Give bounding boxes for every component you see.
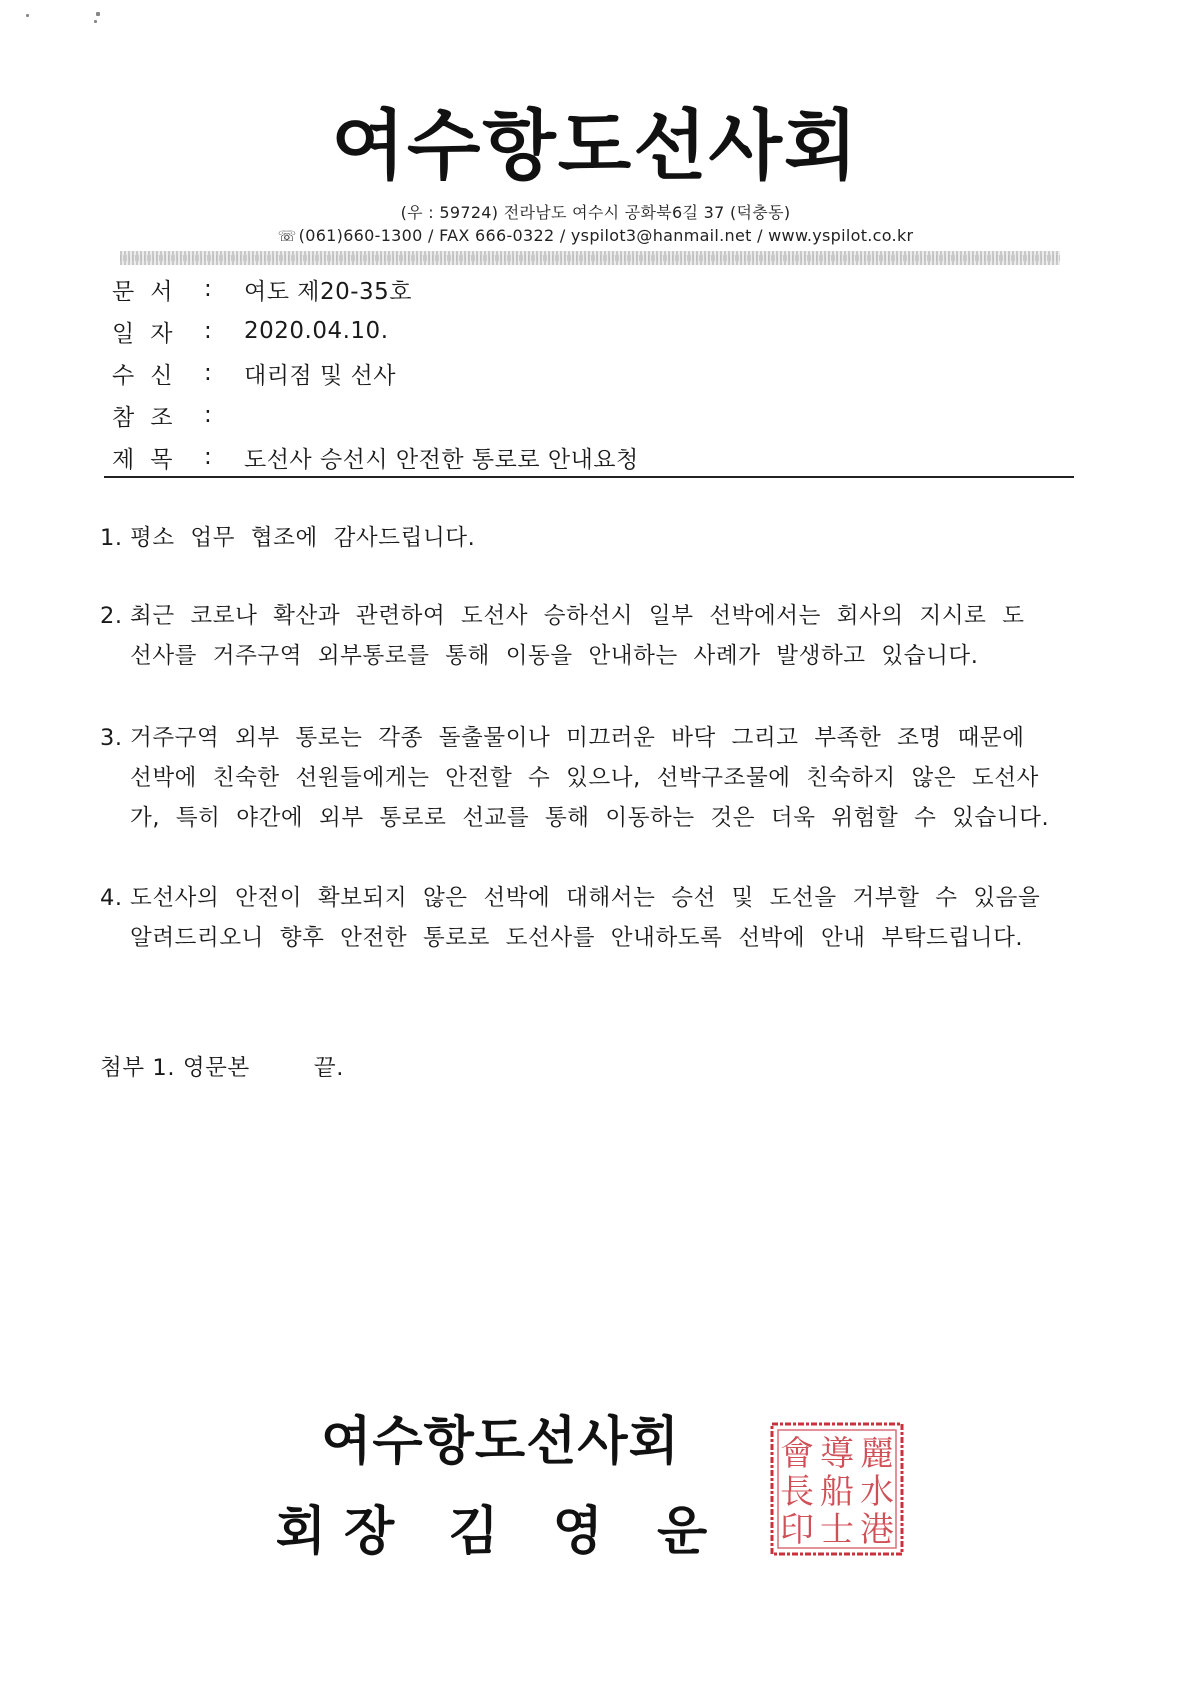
- phone-icon: ☏: [277, 227, 297, 245]
- meta-colon: :: [204, 318, 212, 344]
- seal-glyph: 水: [860, 1472, 894, 1512]
- meta-row-subject: [112, 440, 639, 474]
- meta-label: 제목: [112, 446, 189, 473]
- seal-glyph: 船: [820, 1472, 854, 1512]
- paragraph-text: 거주구역 외부 통로는 각종 돌출물이나 미끄러운 바닥 그리고 부족한 조명 때문에: [130, 725, 1025, 751]
- letterhead-divider: [120, 251, 1060, 265]
- meta-colon: :: [204, 360, 212, 386]
- paragraph-number: 3.: [100, 725, 123, 751]
- meta-row-reference: [112, 398, 244, 432]
- meta-colon: :: [204, 402, 212, 428]
- letterhead-title: 여수항도선사회: [331, 101, 860, 190]
- meta-label: 문서: [112, 278, 189, 305]
- scan-speck: [26, 14, 29, 17]
- meta-row-recipient: [112, 356, 396, 390]
- paragraph-text: 도선사의 안전이 확보되지 않은 선박에 대해서는 승선 및 도선을 거부할 수 있음을: [130, 885, 1041, 911]
- meta-row-document: [112, 272, 412, 306]
- seal-glyph: 士: [820, 1510, 854, 1550]
- end-mark: 끝.: [313, 1055, 344, 1081]
- address-line: (우 : 59724) 전라남도 여수시 공화북6길 37 (덕충동): [400, 203, 791, 222]
- meta-value: 2020.04.10.: [244, 318, 389, 344]
- official-seal: [768, 1420, 906, 1558]
- signature-org: 여수항도선사회: [321, 1412, 680, 1472]
- paragraph-number: 4.: [100, 885, 123, 911]
- seal-glyph: 麗: [860, 1434, 894, 1474]
- meta-label: 참조: [112, 404, 189, 431]
- contact-text: (061)660-1300 / FAX 666-0322 / yspilot3@hanmail.net / www.yspilot.co.kr: [298, 226, 914, 245]
- meta-divider: [104, 476, 1074, 478]
- contact-line: [0, 226, 1191, 245]
- meta-value: 여도 제20-35호: [244, 278, 413, 305]
- scan-speck: [96, 12, 100, 16]
- paragraph-number: 1.: [100, 525, 123, 551]
- paragraph-text: 알려드리오니 향후 안전한 통로로 도선사를 안내하도록 선박에 안내 부탁드립니다.: [130, 925, 1024, 951]
- paragraph-text: 가, 특히 야간에 외부 통로로 선교를 통해 이동하는 것은 더욱 위험할 수 있습니다.: [130, 805, 1050, 831]
- paragraph-text: 선사를 거주구역 외부통로를 통해 이동을 안내하는 사례가 발생하고 있습니다.: [130, 643, 979, 669]
- paragraph-text: 최근 코로나 확산과 관련하여 도선사 승하선시 일부 선박에서는 회사의 지시로 도: [130, 603, 1025, 629]
- paragraph-3: [100, 718, 1080, 838]
- seal-glyph: 會: [780, 1434, 814, 1474]
- meta-label: 일자: [112, 320, 189, 347]
- signature-president: 회장 김 영 운: [275, 1502, 726, 1562]
- seal-glyph: 港: [860, 1510, 894, 1550]
- attachment-text: 첨부 1. 영문본: [100, 1055, 250, 1081]
- meta-row-date: [112, 314, 389, 348]
- meta-value: 대리점 및 선사: [244, 362, 396, 389]
- paragraph-text: 선박에 친숙한 선원들에게는 안전할 수 있으나, 선박구조물에 친숙하지 않은 도선사: [130, 765, 1039, 791]
- paragraph-text: 평소 업무 협조에 감사드립니다.: [130, 525, 476, 551]
- paragraph-2: [100, 596, 1080, 676]
- meta-value: 도선사 승선시 안전한 통로로 안내요청: [244, 446, 639, 473]
- paragraph-number: 2.: [100, 603, 123, 629]
- paragraph-1: [100, 518, 1080, 558]
- meta-colon: :: [204, 444, 212, 470]
- meta-colon: :: [204, 276, 212, 302]
- scan-speck: [94, 20, 97, 23]
- paragraph-4: [100, 878, 1080, 958]
- attachment-line: [100, 1050, 344, 1082]
- seal-glyph: 印: [780, 1510, 814, 1550]
- seal-glyph: 長: [780, 1472, 814, 1512]
- meta-label: 수신: [112, 362, 189, 389]
- seal-glyph: 導: [820, 1434, 854, 1474]
